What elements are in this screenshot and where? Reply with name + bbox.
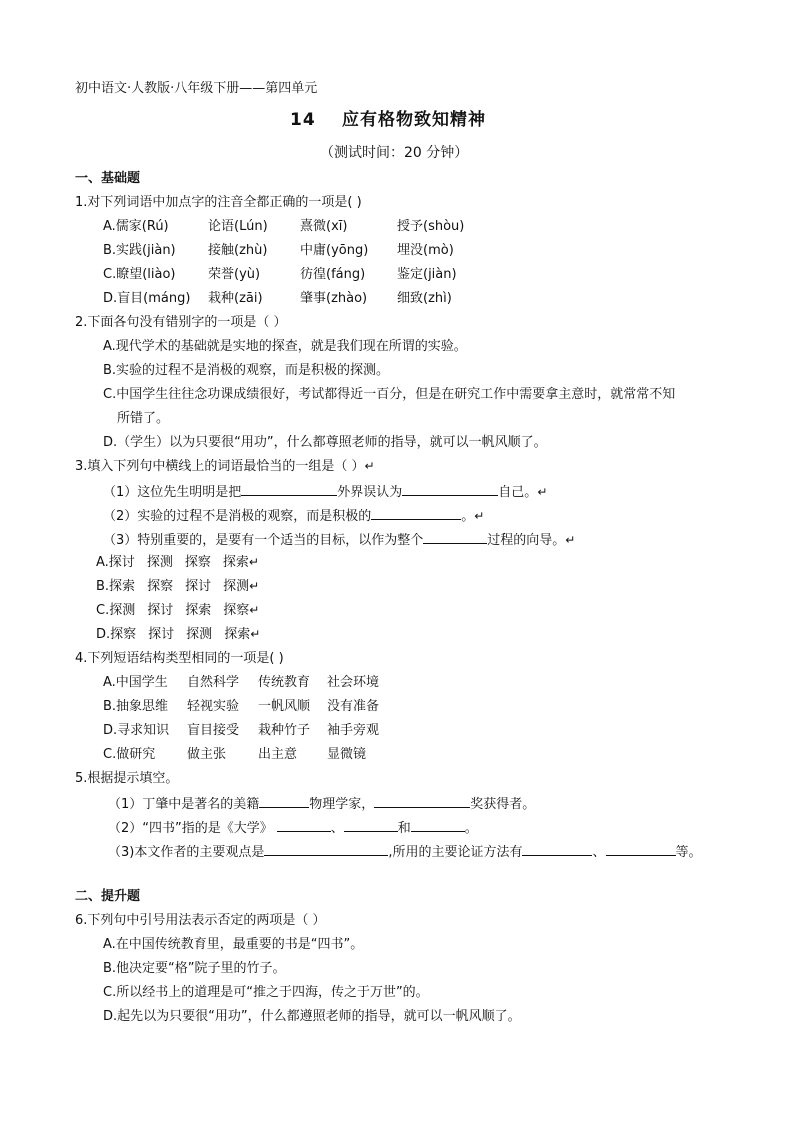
- paragraph-mark: ↵: [250, 627, 261, 641]
- q5-s3-part2: ,所用的主要论证方法有: [388, 845, 523, 860]
- q3-s3-part1: （3）特别重要的，是要有一个适当的目标，以作为整个: [103, 533, 424, 548]
- q1-option-b-2: 接触(zhù): [208, 243, 268, 258]
- option-word: 探测: [146, 555, 173, 570]
- q4-option-c-1: C.做研究: [103, 747, 156, 762]
- q1-option-b-3: 中庸(yōng): [300, 243, 369, 258]
- option-word: 探察: [147, 579, 174, 594]
- test-time: （测试时间：20 分钟）: [320, 145, 469, 161]
- q5-stem: 5.根据提示填空。: [75, 771, 179, 786]
- q5-s3-part4: 等。: [675, 845, 702, 860]
- q3-option-a: [96, 554, 259, 571]
- option-word: 探讨: [185, 579, 212, 594]
- q1-option-c-1: C.瞭望(liào): [103, 267, 176, 282]
- fill-blank[interactable]: [264, 842, 388, 856]
- q3-stem: [75, 458, 375, 475]
- q1-option-c-2: 荣誉(yù): [208, 267, 261, 282]
- option-word: 探索: [224, 627, 251, 642]
- section-advanced: 二、提升题: [75, 889, 141, 904]
- q3-s1-part3: 自己。: [498, 485, 538, 500]
- paragraph-mark: ↵: [474, 509, 485, 523]
- q4-option-b-3: 一帆风顺: [258, 699, 311, 714]
- q2-option-d: D.（学生）以为只要很“用功”，什么都尊照老师的指导，就可以一帆风顺了。: [103, 435, 547, 450]
- q5-s3-part3: 、: [592, 845, 606, 860]
- page-title: 应有格物致知精神: [342, 110, 486, 130]
- fill-blank[interactable]: [606, 842, 676, 856]
- q4-option-c-4: 显微镜: [327, 747, 367, 762]
- q1-option-d-3: 肇事(zhào): [300, 291, 368, 306]
- q6-option-a: A.在中国传统教育里，最重要的书是“四书”。: [103, 937, 364, 952]
- q1-option-a-2: 论语(Lún): [208, 219, 268, 234]
- q5-s2-part3: 和: [397, 821, 411, 836]
- q5-s1-part2: 物理学家，: [309, 797, 375, 812]
- q3-option-b: [96, 578, 259, 595]
- option-word: C.探测: [96, 603, 136, 618]
- option-word: A.探讨: [96, 555, 135, 570]
- q4-option-d-1: D.寻求知识: [103, 723, 170, 738]
- q3-option-d: [96, 626, 260, 643]
- option-word: 探察: [184, 555, 211, 570]
- fill-blank[interactable]: [371, 506, 461, 520]
- q3-stem-text: 3.填入下列句中横线上的词语最恰当的一组是（ ）: [75, 459, 365, 474]
- q4-option-d-2: 盲目接受: [187, 723, 240, 738]
- q3-s3-part2: 过程的向导。: [487, 533, 566, 548]
- q6-option-d: D.起先以为只要很“用功”，什么都遵照老师的指导，就可以一帆风顺了。: [103, 1009, 521, 1024]
- q2-stem: 2.下面各句没有错别字的一项是（ ）: [75, 315, 287, 330]
- q6-option-c: C.所以经书上的道理是可“推之于四海，传之于万世”的。: [103, 985, 429, 1000]
- fill-blank[interactable]: [402, 482, 498, 496]
- q6-stem: 6.下列句中引号用法表示否定的两项是（ ）: [75, 913, 326, 928]
- q1-option-d-2: 栽种(zāi): [208, 291, 263, 306]
- q1-option-b-4: 埋没(mò): [397, 243, 454, 258]
- q4-option-a-1: A.中国学生: [103, 675, 168, 690]
- q1-option-a-1: A.儒家(Rú): [103, 219, 169, 234]
- paragraph-mark: ↵: [565, 533, 576, 547]
- q4-option-a-4: 社会环境: [327, 675, 380, 690]
- fill-blank[interactable]: [522, 842, 592, 856]
- fill-blank[interactable]: [411, 818, 465, 832]
- option-word: B.探索: [96, 579, 136, 594]
- q5-sentence-1: [108, 794, 535, 813]
- q3-s1-part1: （1）这位先生明明是把: [103, 485, 242, 500]
- q4-option-a-3: 传统教育: [258, 675, 311, 690]
- q5-s2-part4: 。: [464, 821, 478, 836]
- q4-option-b-1: B.抽象思维: [103, 699, 169, 714]
- q4-option-c-3: 出主意: [258, 747, 298, 762]
- q4-option-d-4: 袖手旁观: [327, 723, 380, 738]
- q4-option-b-4: 没有准备: [327, 699, 380, 714]
- paragraph-mark: ↵: [537, 485, 548, 499]
- q5-s1-part1: （1）丁肇中是著名的美籍: [108, 797, 260, 812]
- q2-option-c-cont: 所错了。: [117, 411, 170, 426]
- q5-s1-part3: 奖获得者。: [470, 797, 536, 812]
- q3-s2-part1: （2）实验的过程不是消极的观察，而是积极的: [103, 509, 372, 524]
- q5-s3-part1: （3)本文作者的主要观点是: [108, 845, 265, 860]
- option-word: 探测: [186, 627, 213, 642]
- q3-sentence-2: [103, 506, 484, 525]
- section-basic: 一、基础题: [75, 171, 141, 186]
- q3-sentence-1: [103, 482, 547, 501]
- q4-option-b-2: 轻视实验: [187, 699, 240, 714]
- paragraph-mark: ↵: [364, 459, 375, 473]
- fill-blank[interactable]: [374, 794, 470, 808]
- q4-option-d-3: 栽种竹子: [258, 723, 311, 738]
- option-word: 探讨: [147, 603, 174, 618]
- q2-option-c: C.中国学生往往念功课成绩很好，考试都得近一百分，但是在研究工作中需要拿主意时，就常常不知: [103, 387, 676, 402]
- q1-option-d-1: D.盲目(máng): [103, 291, 191, 306]
- q3-option-c: [96, 602, 259, 619]
- q1-option-a-4: 授予(shòu): [397, 219, 465, 234]
- q1-option-a-3: 熹微(xī): [300, 219, 348, 234]
- q1-option-d-4: 细致(zhì): [397, 291, 452, 306]
- q4-option-c-2: 做主张: [187, 747, 227, 762]
- option-word: 探索: [222, 555, 249, 570]
- option-word: 探察: [223, 603, 250, 618]
- q3-sentence-3: [103, 530, 575, 549]
- q1-option-c-4: 鉴定(jiàn): [397, 267, 457, 282]
- q5-sentence-3: [108, 842, 702, 861]
- option-word: 探测: [223, 579, 250, 594]
- q3-s2-part2: 。: [461, 509, 475, 524]
- q2-option-a: A.现代学术的基础就是实地的探查，就是我们现在所谓的实验。: [103, 339, 467, 354]
- fill-blank[interactable]: [423, 530, 487, 544]
- q1-option-b-1: B.实践(jiàn): [103, 243, 176, 258]
- paragraph-mark: ↵: [249, 579, 260, 593]
- q5-sentence-2: [108, 818, 478, 837]
- q2-option-b: B.实验的过程不是消极的观察，而是积极的探测。: [103, 363, 390, 378]
- option-word: D.探察: [96, 627, 137, 642]
- option-word: 探索: [185, 603, 212, 618]
- q5-s2-part1: （2）“四书”指的是《大学》: [108, 821, 273, 836]
- q5-s2-part2: 、: [330, 821, 344, 836]
- q3-s1-part2: 外界误认为: [337, 485, 403, 500]
- fill-blank[interactable]: [277, 818, 331, 832]
- q4-option-a-2: 自然科学: [187, 675, 240, 690]
- paragraph-mark: ↵: [248, 555, 259, 569]
- paragraph-mark: ↵: [249, 603, 260, 617]
- q6-option-b: B.他决定要“格”院子里的竹子。: [103, 961, 286, 976]
- fill-blank[interactable]: [241, 482, 337, 496]
- q1-stem: 1.对下列词语中加点字的注音全都正确的一项是( ): [75, 195, 362, 210]
- q4-stem: 4.下列短语结构类型相同的一项是( ): [75, 651, 284, 666]
- fill-blank[interactable]: [344, 818, 398, 832]
- q1-option-c-3: 彷徨(fáng): [300, 267, 366, 282]
- lesson-number: 14: [290, 110, 316, 130]
- fill-blank[interactable]: [259, 794, 309, 808]
- page-header: 初中语文·人教版·八年级下册——第四单元: [75, 81, 318, 96]
- option-word: 探讨: [148, 627, 175, 642]
